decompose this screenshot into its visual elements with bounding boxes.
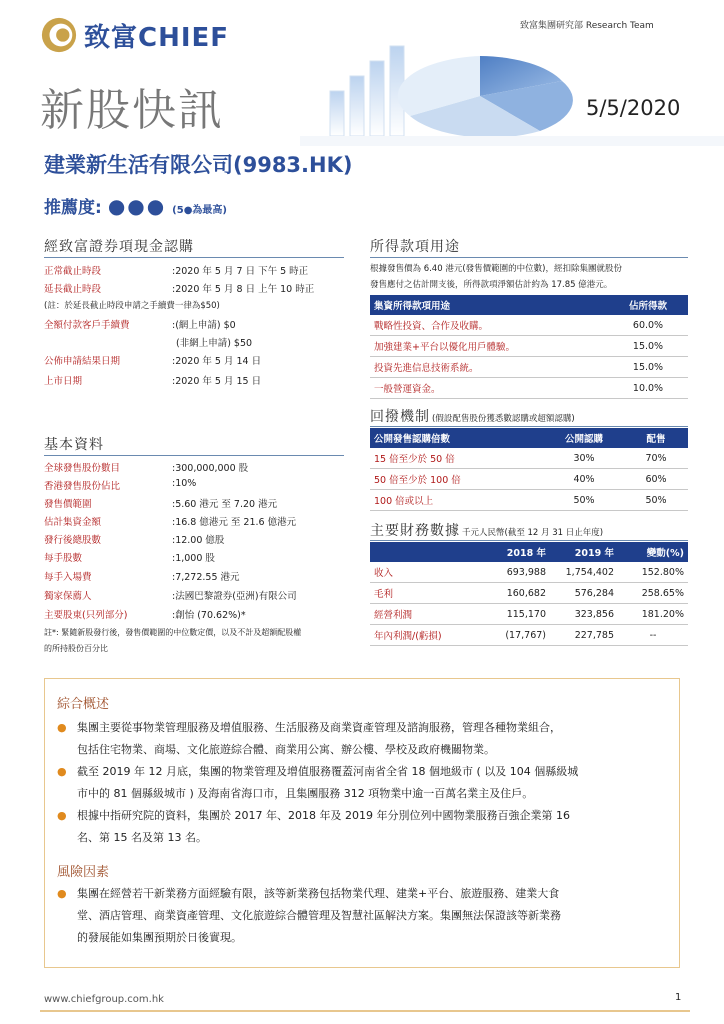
- overview-list: [57, 717, 669, 849]
- rating-label: 推薦度:: [44, 198, 102, 218]
- proceeds-desc-1: 根據發售價為 6.40 港元(發售價範圍的中位數)，經扣除集團就股份: [370, 264, 622, 274]
- proceeds-table: [370, 295, 688, 399]
- table-header-row: 集資所得款項用途 佔所得款: [370, 295, 688, 315]
- subscription-row: 公佈申請結果日期 :2020 年 5 月 14 日: [44, 356, 262, 367]
- clawback-table: [370, 428, 688, 511]
- bullet-icon: ●: [57, 721, 67, 734]
- section-divider: [370, 540, 688, 541]
- table-row: 年內利潤/(虧損) (17,767) 227,785 --: [370, 625, 688, 646]
- clawback-subtitle: (假設配售股份獲悉數認購或超額認購): [432, 414, 575, 424]
- section-divider: [44, 257, 344, 258]
- financials-subtitle: 千元人民幣(截至 12 月 31 日止年度): [462, 528, 604, 538]
- hero-chart-graphic: [300, 36, 724, 146]
- proceeds-title: 所得款項用途: [370, 239, 460, 255]
- page-headline: 新股快訊: [40, 85, 224, 136]
- basic-info-row: 每手股數 :1,000 股: [44, 553, 215, 564]
- table-row: 戰略性投資、合作及收購。 60.0%: [370, 315, 688, 336]
- footer-url[interactable]: www.chiefgroup.com.hk: [44, 994, 164, 1005]
- list-item: ● 集團主要從事物業管理服務及增值服務、生活服務及商業資產管理及諮詢服務，管理各種物業組合， 包括住宅物業、商場、文化旅遊綜合體、商業用公寓、辦公樓、學校及政府機關物業。: [57, 717, 669, 761]
- rating-note: (5●為最高): [172, 205, 227, 216]
- report-date: 5/5/2020: [586, 96, 681, 120]
- fee-row: 全額付款客戶手續費 :(網上申請) $0: [44, 320, 236, 331]
- basic-info-title: 基本資料: [44, 437, 104, 453]
- list-item: ● 集團在經營若干新業務方面經驗有限，該等新業務包括物業代理、建業+平台、旅遊服務、建業大食 堂、酒店管理、商業資產管理、文化旅遊綜合體管理及智慧社區解決方案。集團無法保證該等新業務 的發展能如集團預期於日後實現。: [57, 883, 669, 949]
- brand-logo: [40, 16, 229, 54]
- section-divider: [44, 455, 344, 456]
- table-row: 一般營運資金。 10.0%: [370, 378, 688, 399]
- basic-info-row: 香港發售股份佔比 :10%: [44, 478, 197, 492]
- section-divider: [370, 257, 688, 258]
- basic-info-note-1: 註*: 緊隨新股發行後，發售價範圍的中位數定價，以及不計及超額配股權: [44, 628, 302, 637]
- rating-dots: ●●●: [107, 194, 167, 218]
- bullet-icon: ●: [57, 765, 67, 778]
- table-row: 毛利 160,682 576,284 258.65%: [370, 583, 688, 604]
- financials-table: [370, 542, 688, 646]
- risk-list: [57, 883, 669, 949]
- overview-title: 綜合概述: [57, 697, 110, 712]
- bullet-icon: ●: [57, 887, 67, 900]
- basic-info-row: 估計集資金額 :16.8 億港元 至 21.6 億港元: [44, 517, 297, 528]
- rating: [44, 193, 227, 218]
- subscription-row: 延長截止時段 :2020 年 5 月 8 日 上午 10 時正: [44, 284, 315, 295]
- fee-row-offline: (非網上申請) $50: [176, 338, 253, 349]
- table-row: 50 倍至少於 100 倍 40% 60%: [370, 469, 688, 490]
- subscription-note: (註：於延長截止時段申請之手續費一律為$50): [44, 301, 220, 311]
- footer-divider: [40, 1010, 690, 1012]
- table-row: 15 倍至少於 50 倍 30% 70%: [370, 448, 688, 469]
- clawback-heading: [370, 406, 575, 426]
- table-header-row: 2018 年 2019 年 變動(%): [370, 542, 688, 562]
- basic-info-row: 主要股東(只列部分) :創怡 (70.62%)*: [44, 610, 246, 621]
- company-name: 建業新生活有限公司(9983.HK): [44, 153, 353, 177]
- page-number: 1: [675, 992, 682, 1003]
- risk-title: 風險因素: [57, 865, 110, 880]
- table-header-row: 公開發售認購倍數 公開認購 配售: [370, 428, 688, 448]
- table-row: 加強建業+平台以優化用戶體驗。 15.0%: [370, 336, 688, 357]
- subscription-row: 上市日期 :2020 年 5 月 15 日: [44, 376, 262, 387]
- table-row: 100 倍或以上 50% 50%: [370, 490, 688, 511]
- table-row: 經營利潤 115,170 323,856 181.20%: [370, 604, 688, 625]
- subscription-row: 正常截止時段 :2020 年 5 月 7 日 下午 5 時正: [44, 266, 309, 277]
- department-label: 致富集團研究部 Research Team: [520, 21, 654, 31]
- brand-name: 致富CHIEF: [84, 22, 230, 53]
- basic-info-note-2: 的所持股份百分比: [44, 644, 108, 653]
- bullet-icon: ●: [57, 809, 67, 822]
- proceeds-desc-2: 發售應付之估計開支後，所得款項淨額估計約為 17.85 億港元。: [370, 280, 613, 290]
- clawback-title: 回撥機制: [370, 409, 430, 425]
- list-item: ● 截至 2019 年 12 月底，集團的物業管理及增值服務覆蓋河南省全省 18 個地級市 ( 以及 104 個縣級城 市中的 81 個縣級城市 ) 及海南省海口市，且集團服務 312 項物業中逾一百萬名業主及住戶。: [57, 761, 669, 805]
- table-row: 投資先進信息技術系統。 15.0%: [370, 357, 688, 378]
- basic-info-row: 每手入場費 :7,272.55 港元: [44, 572, 240, 583]
- list-item: ● 根據中指研究院的資料，集團於 2017 年、2018 年及 2019 年分別位列中國物業服務百強企業第 16 名、第 15 名及第 13 名。: [57, 805, 669, 849]
- basic-info-row: 獨家保薦人 :法國巴黎證券(亞洲)有限公司: [44, 591, 297, 602]
- table-row: 收入 693,988 1,754,402 152.80%: [370, 562, 688, 583]
- basic-info-row: 全球發售股份數目 :300,000,000 股: [44, 463, 249, 474]
- subscription-title: 經致富證券項現金認購: [44, 239, 194, 255]
- basic-info-row: 發售價範圍 :5.60 港元 至 7.20 港元: [44, 499, 278, 510]
- basic-info-row: 發行後總股數 :12.00 億股: [44, 535, 225, 546]
- overview-box: [44, 678, 680, 968]
- section-divider: [370, 426, 688, 427]
- financials-title: 主要財務數據: [370, 523, 460, 539]
- chief-logo-icon: [40, 16, 78, 54]
- financials-heading: [370, 520, 603, 540]
